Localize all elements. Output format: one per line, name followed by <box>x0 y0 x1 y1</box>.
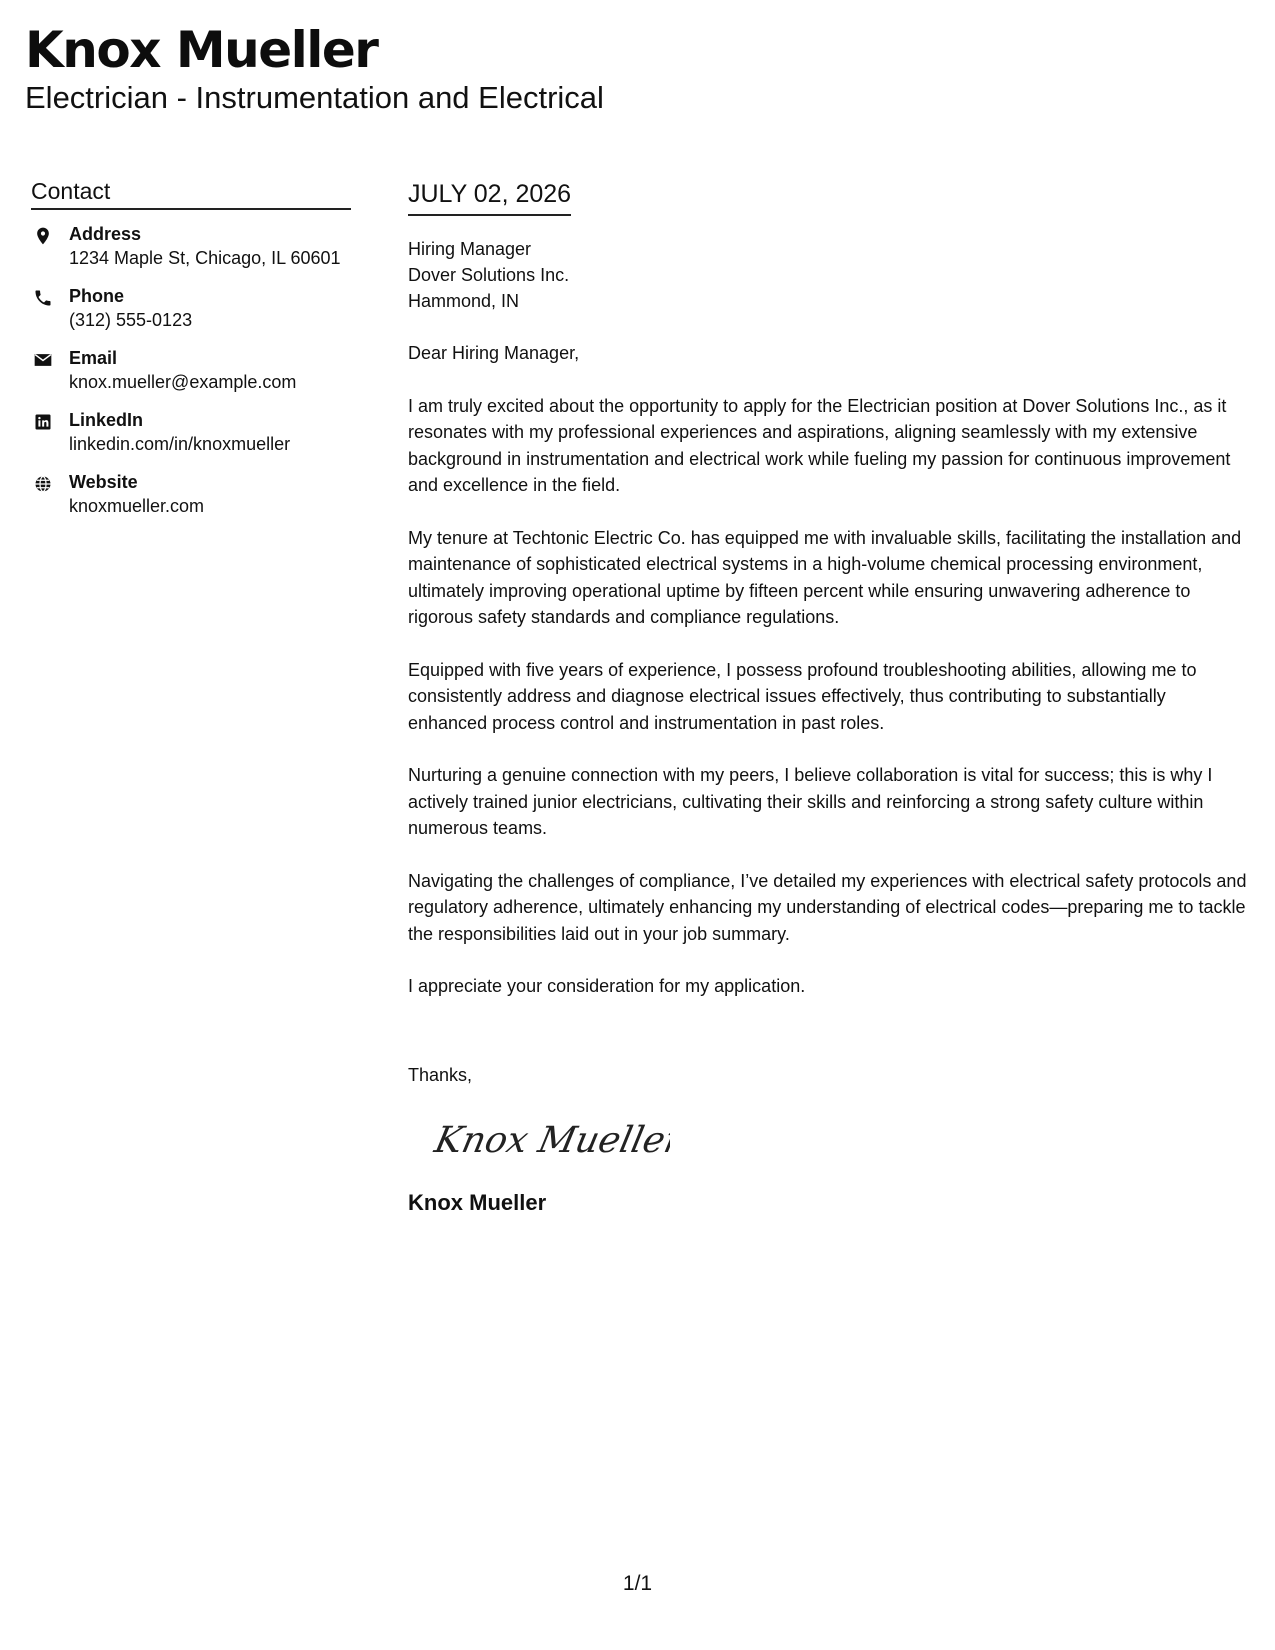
handwritten-signature <box>430 1110 1248 1170</box>
recipient-line: Hammond, IN <box>408 291 520 311</box>
globe-icon <box>31 472 55 496</box>
contact-value: knoxmueller.com <box>69 496 205 516</box>
linkedin-icon <box>31 410 55 434</box>
recipient-block <box>408 236 1248 314</box>
letter-paragraph: Equipped with five years of experience, I possess profound troubleshooting abilities, allowing me to consistently address and diagnose electrical issues effectively, thus contributing to substantially enhanced process control and instrumentation in past roles. <box>408 659 1197 733</box>
contact-list <box>31 222 351 519</box>
contact-item-linkedin <box>31 408 351 457</box>
contact-value: linkedin.com/in/knoxmueller <box>69 434 291 454</box>
contact-section-title: Contact <box>31 176 351 210</box>
contact-value: knox.mueller@example.com <box>69 372 297 392</box>
letter-date: JULY 02, 2026 <box>408 178 571 216</box>
contact-item-website <box>31 470 351 519</box>
contact-label: Email <box>69 348 118 368</box>
applicant-name: Knox Mueller <box>25 21 378 79</box>
contact-label: Address <box>69 224 142 244</box>
applicant-role: Electrician - Instrumentation and Electrical <box>25 80 604 115</box>
contact-label: Phone <box>69 286 125 306</box>
envelope-icon <box>31 348 55 372</box>
contact-item-phone <box>31 284 351 333</box>
letter-paragraph: Navigating the challenges of compliance, I’ve detailed my experiences with electrical safety protocols and regulatory adherence, ultimately enhancing my understanding of electrical codes—preparing me to tackle the responsibilities laid out in your job summary. <box>408 870 1247 944</box>
resume-header <box>25 22 604 116</box>
phone-icon <box>31 286 55 310</box>
page-number: 1/1 <box>622 1572 653 1595</box>
contact-label: LinkedIn <box>69 410 144 430</box>
letter-paragraph: I am truly excited about the opportunity to apply for the Electrician position at Dover Solutions Inc., as it resonates with my professional experiences and aspirations, aligning seamlessly with my extensive background in instrumentation and electrical work while fueling my passion for continuous improvement and excellence in the field. <box>408 395 1231 495</box>
location-pin-icon <box>31 224 55 248</box>
letter-paragraph: Nurturing a genuine connection with my peers, I believe collaboration is vital for success; this is why I actively trained junior electricians, cultivating their skills and reinforcing a strong safety culture within numerous teams. <box>408 765 1213 838</box>
contact-item-address <box>31 222 351 271</box>
contact-value: (312) 555-0123 <box>69 310 193 330</box>
signature-script: Knox Mueller <box>431 1118 670 1161</box>
closing: Thanks, <box>408 1064 473 1085</box>
letter-paragraph: My tenure at Techtonic Electric Co. has equipped me with invaluable skills, facilitating the installation and maintenance of sophisticated electrical systems in a high-volume chemical processing environment, ultimately improving operational uptime by fifteen percent while ensuring unwavering adherence to rigorous safety standards and compliance regulations. <box>408 527 1242 627</box>
letter-paragraph: I appreciate your consideration for my application. <box>408 976 806 996</box>
salutation: Dear Hiring Manager, <box>408 343 580 363</box>
contact-sidebar <box>31 176 351 532</box>
contact-value: 1234 Maple St, Chicago, IL 60601 <box>69 248 341 268</box>
contact-label: Website <box>69 472 138 492</box>
signer-name: Knox Mueller <box>408 1190 547 1215</box>
cover-letter-body <box>408 178 1248 1217</box>
recipient-line: Dover Solutions Inc. <box>408 265 570 285</box>
contact-item-email <box>31 346 351 395</box>
recipient-line: Hiring Manager <box>408 239 532 259</box>
